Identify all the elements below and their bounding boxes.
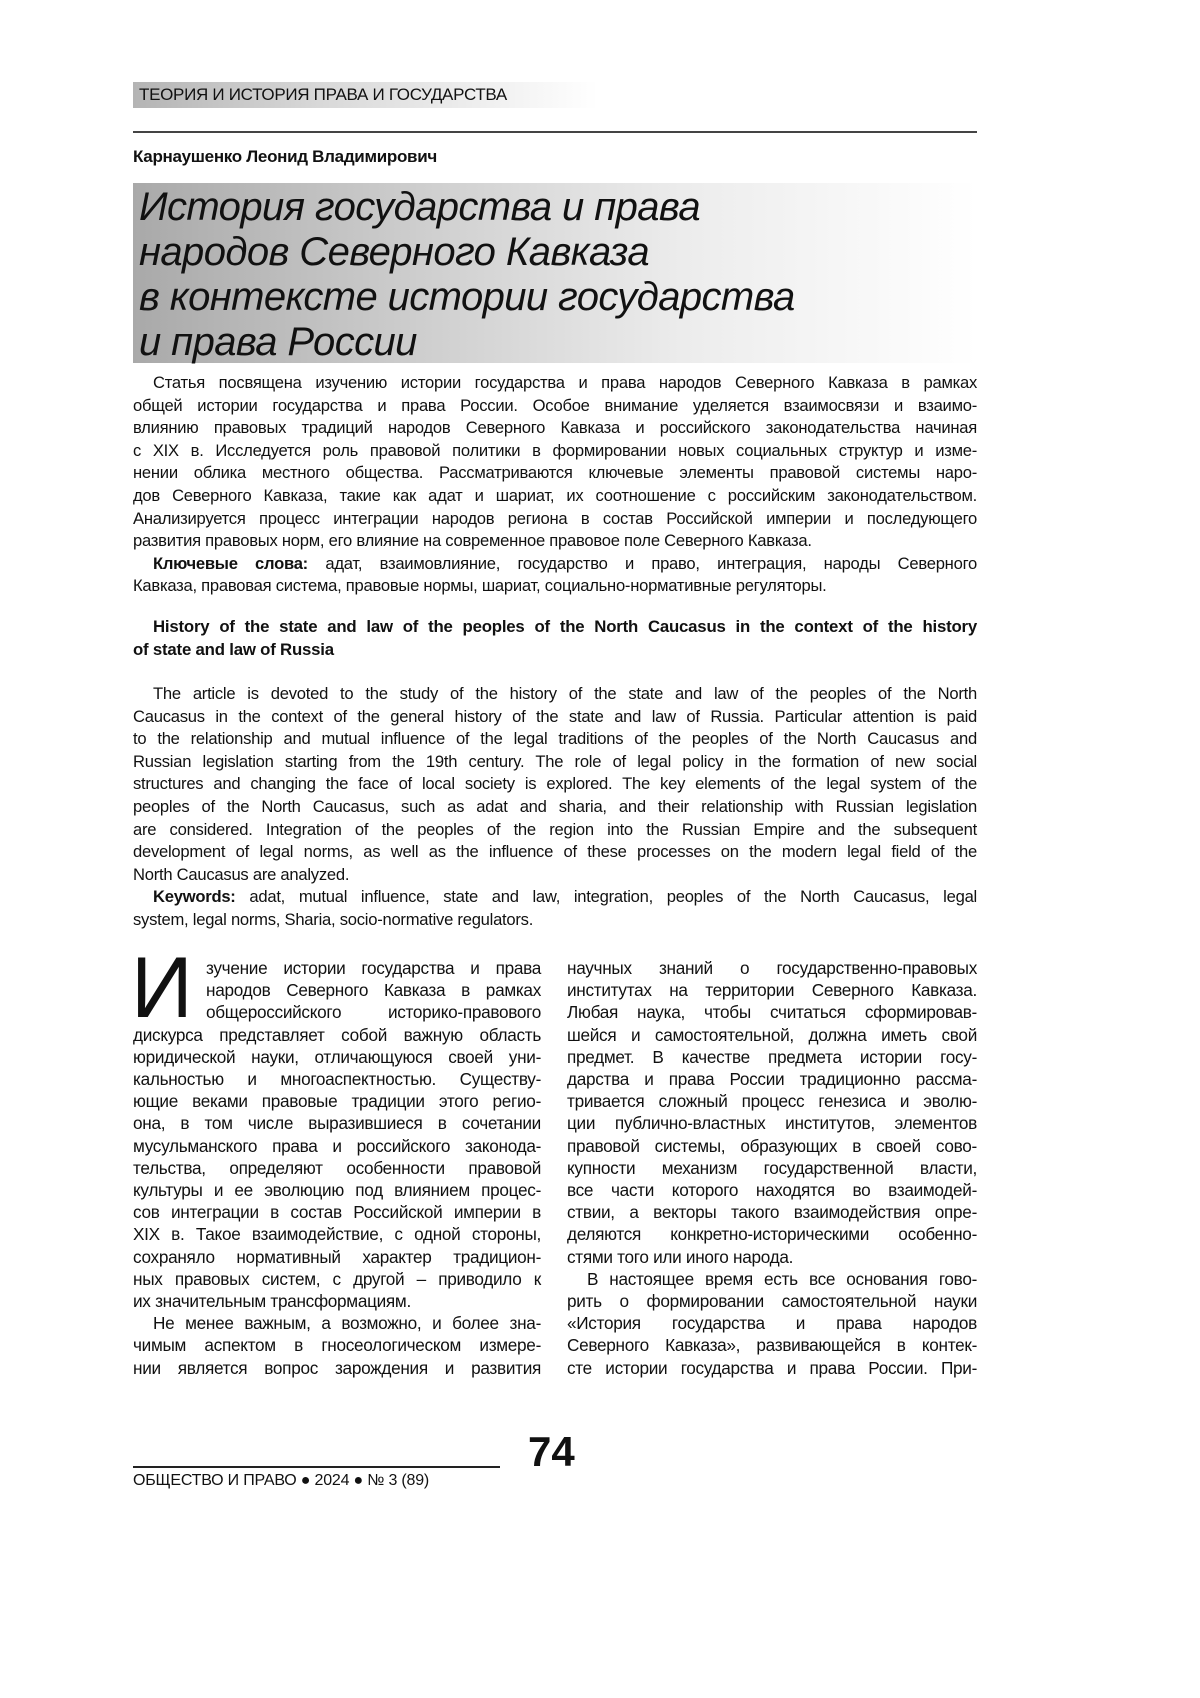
english-abstract-line: Caucasus in the context of the general history of the state and law of Russia. Particular attention is paid [133,706,977,728]
english-abstract-line: structures and changing the face of local society is explored. The key elements of the legal system of the [133,773,977,795]
english-abstract-line: peoples of the North Caucasus, such as adat and sharia, and their relationship with Russian legislation [133,796,977,818]
section-heading: ТЕОРИЯ И ИСТОРИЯ ПРАВА И ГОСУДАРСТВА [139,85,507,105]
body-text-line: Не менее важным, а возможно, и более зна- [153,1312,541,1334]
page-number: 74 [528,1428,575,1476]
body-text-line: общероссийского историко-правового [206,1001,541,1023]
body-text-line: ции публично-властных институтов, элементов [567,1112,977,1134]
english-abstract-line: development of legal norms, as well as the influence of these processes on the modern legal field of the [133,841,977,863]
english-keywords-line [153,886,977,908]
title-line: в контексте истории государства [139,275,795,320]
body-text-line: сте истории государства и права России. При- [567,1357,977,1379]
abstract-line: с XIX в. Исследуется роль правовой политики в формировании новых социальных структур и изме- [133,440,977,462]
body-text-line: сохраняло нормативный характер традицион- [133,1246,541,1268]
body-text-line: «История государства и права народов [567,1312,977,1334]
body-text-line: кальностью и многоаспектностью. Существу- [133,1068,541,1090]
body-text-line: культуры и ее эволюцию под влиянием процес- [133,1179,541,1201]
drop-cap: И [131,945,193,1031]
body-text-line: научных знаний о государственно-правовых [567,957,977,979]
body-text-line: стями того или иного народа. [567,1246,977,1268]
journal-info: ОБЩЕСТВО И ПРАВО ● 2024 ● № 3 (89) [133,1472,429,1490]
body-text-line: ствии, а векторы такого взаимодействия опре- [567,1201,977,1223]
body-text-line: тривается сложный процесс генезиса и эволю- [567,1090,977,1112]
english-abstract-line: The article is devoted to the study of the history of the state and law of the peoples of the North [153,683,977,705]
abstract-line: Статья посвящена изучению истории государства и права народов Северного Кавказа в рамках [153,372,977,394]
author-name: Карнаушенко Леонид Владимирович [133,147,437,167]
body-text-line: предмет. В качестве предмета истории госу- [567,1046,977,1068]
body-text-line: сов интеграции в состав Российской империи в [133,1201,541,1223]
keywords-label: Keywords: [153,887,236,906]
body-text-line: институтах на территории Северного Кавказа. [567,979,977,1001]
keywords-label: Ключевые слова: [153,554,308,573]
body-text-line: ющие веками правовые традиции этого регио- [133,1090,541,1112]
body-text-line: ных правовых систем, с другой – приводило к [133,1268,541,1290]
english-abstract-line: are considered. Integration of the peoples of the region into the Russian Empire and the subsequent [133,819,977,841]
body-text-line: нии является вопрос зарождения и развития [133,1357,541,1379]
body-text-line: правовой системы, образующих в своей сово- [567,1135,977,1157]
body-text-line: Северного Кавказа», развивающейся в контек- [567,1334,977,1356]
abstract-line: дов Северного Кавказа, такие как адат и шариат, их соотношение с российским законодательством. [133,485,977,507]
abstract-line: влиянию правовых традиций народов Северного Кавказа и российского законодательства начиная [133,417,977,439]
body-text-line: В настоящее время есть все основания гово- [587,1268,977,1290]
body-text-line: XIX в. Такое взаимодействие, с одной стороны, [133,1223,541,1245]
footer-divider [133,1466,500,1468]
body-text-line: рить о формировании самостоятельной науки [567,1290,977,1312]
body-text-line: она, в том числе выразившиеся в сочетании [133,1112,541,1134]
body-text-line: их значительным трансформациям. [133,1290,541,1312]
body-text-line: купности механизм государственной власти, [567,1157,977,1179]
body-text-line: деляются конкретно-историческими особенно- [567,1223,977,1245]
body-text-line: юридической науки, отличающуюся своей уни- [133,1046,541,1068]
english-abstract-line: Russian legislation starting from the 19th century. The role of legal policy in the formation of new social [133,751,977,773]
article-title [133,183,977,363]
body-text-line: Любая наука, чтобы считаться сформировав- [567,1001,977,1023]
abstract-line: Анализируется процесс интеграции народов региона в состав Российской империи и последующего [133,508,977,530]
english-abstract-line: North Caucasus are analyzed. [133,864,977,886]
divider [133,131,977,133]
body-text-line: шейся и самостоятельной, должна иметь свой [567,1024,977,1046]
body-text-line: дарства и права России традиционно рассма- [567,1068,977,1090]
body-text-line: народов Северного Кавказа в рамках [206,979,541,1001]
keywords-line [153,553,977,575]
body-text-line: дискурса представляет собой важную область [133,1024,541,1046]
title-line: История государства и права [139,185,700,230]
english-title-line: History of the state and law of the peoples of the North Caucasus in the context of the history [153,616,977,638]
english-abstract-line: to the relationship and mutual influence of the legal traditions of the peoples of the North Caucasus and [133,728,977,750]
abstract-line: развития правовых норм, его влияние на современное правовое поле Северного Кавказа. [133,530,977,552]
body-text-line: тельства, определяют особенности правовой [133,1157,541,1179]
body-text-line: чимым аспектом в гносеологическом измере- [133,1334,541,1356]
section-heading-band [133,82,753,108]
title-line: народов Северного Кавказа [139,230,649,275]
title-line: и права России [139,320,417,365]
body-text-line: мусульманского права и российского законода- [133,1135,541,1157]
body-text-line: все части которого находятся во взаимодей- [567,1179,977,1201]
keywords-text: adat, mutual influence, state and law, integration, peoples of the North Caucasus, legal [236,887,977,906]
english-title-line: of state and law of Russia [133,639,977,661]
abstract-line: нении облика местного общества. Рассматриваются ключевые элементы правовой системы наро- [133,462,977,484]
abstract-line: общей истории государства и права России. Особое внимание уделяется взаимосвязи и взаимо- [133,395,977,417]
body-text-line: зучение истории государства и права [206,957,541,979]
english-keywords-line: system, legal norms, Sharia, socio-normative regulators. [133,909,977,931]
keywords-line: Кавказа, правовая система, правовые нормы, шариат, социально-нормативные регуляторы. [133,575,977,597]
keywords-text: адат, взаимовлияние, государство и право, интеграция, народы Северного [308,554,977,573]
